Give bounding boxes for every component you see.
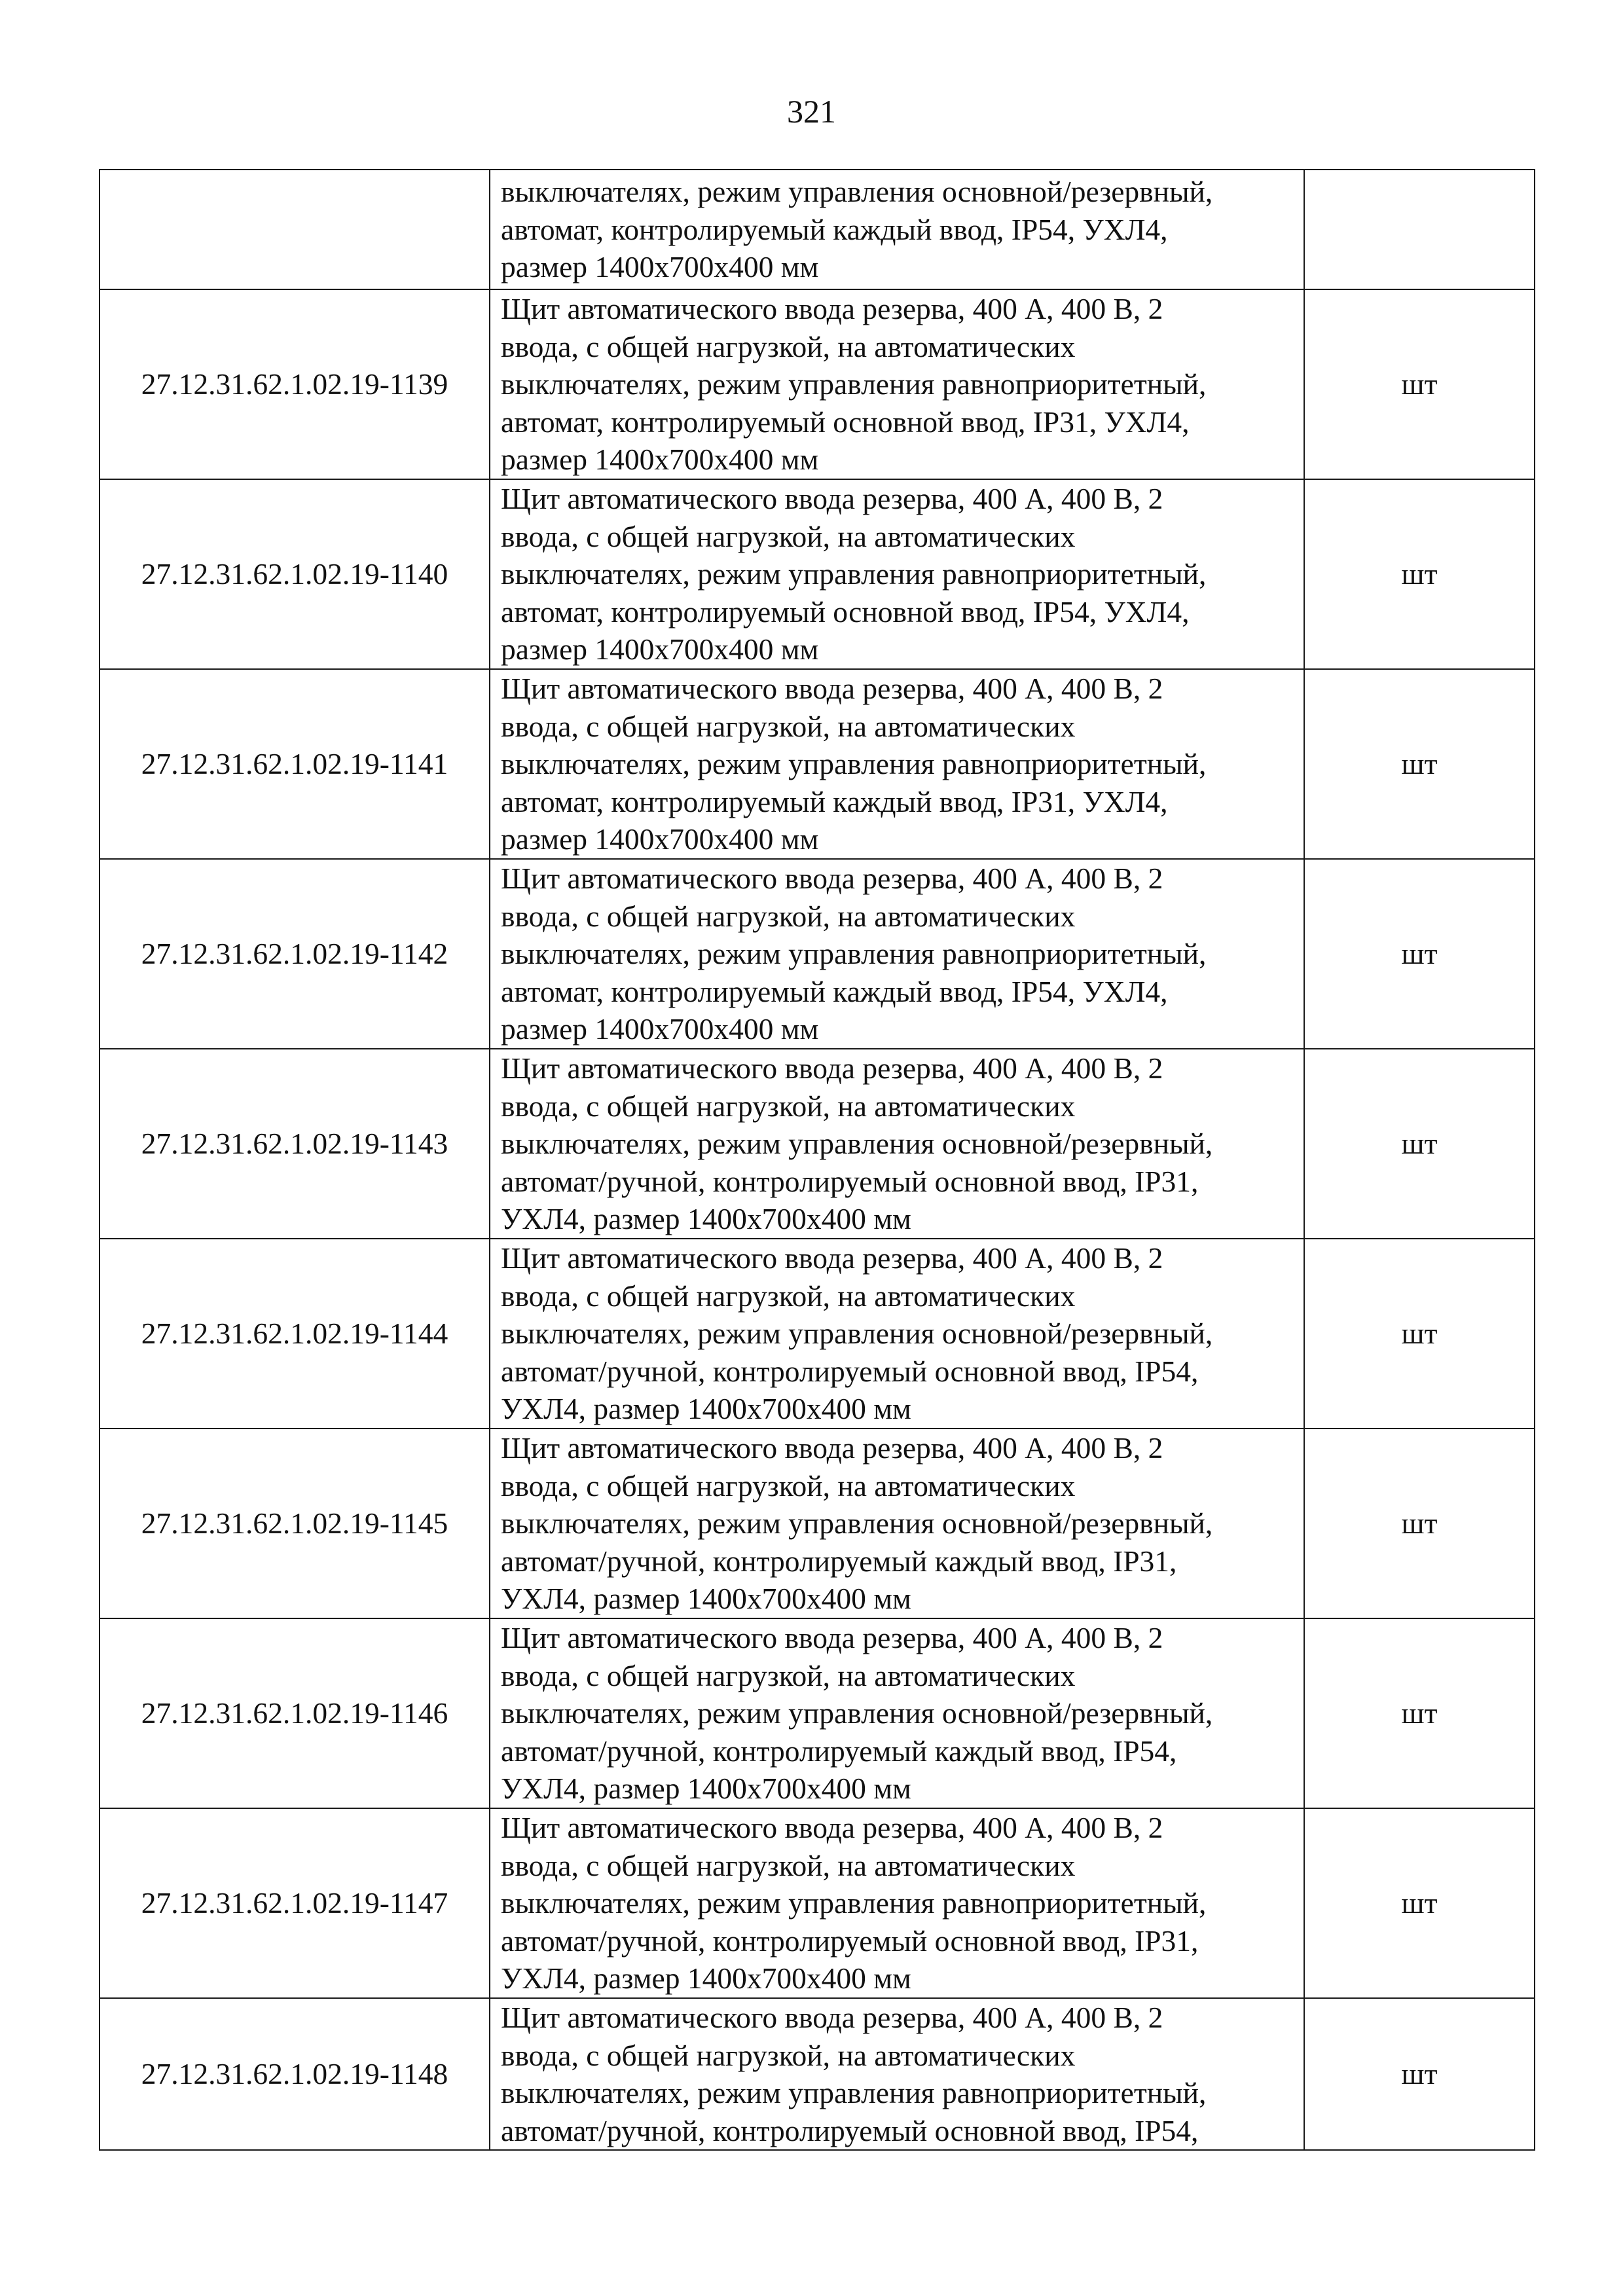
table-row [100, 1998, 1535, 2150]
description-line: Щит автоматического ввода резерва, 400 А, 400 В, 2 [501, 1621, 1163, 1655]
description-line: выключателях, режим управления равноприоритетный, [501, 557, 1207, 591]
description-line: ввода, с общей нагрузкой, на автоматических [501, 899, 1076, 933]
resource-description [490, 1239, 1304, 1429]
resource-code: 27.12.31.62.1.02.19-1147 [100, 1808, 490, 1998]
description-line: ввода, с общей нагрузкой, на автоматических [501, 519, 1076, 553]
resource-code: 27.12.31.62.1.02.19-1148 [100, 1998, 490, 2150]
resource-code: 27.12.31.62.1.02.19-1141 [100, 669, 490, 859]
unit-of-measure: шт [1304, 669, 1535, 859]
unit-of-measure: шт [1304, 859, 1535, 1049]
unit-of-measure: шт [1304, 289, 1535, 479]
table-row [100, 479, 1535, 669]
description-line: автомат/ручной, контролируемый каждый ввод, IP54, [501, 1734, 1177, 1768]
description-line: УХЛ4, размер 1400х700х400 мм [501, 1772, 911, 1806]
description-line: автомат, контролируемый основной ввод, IP54, УХЛ4, [501, 594, 1190, 629]
table-row [100, 170, 1535, 289]
table-row [100, 1618, 1535, 1808]
table-row [100, 1239, 1535, 1429]
description-line: ввода, с общей нагрузкой, на автоматических [501, 1089, 1076, 1123]
description-line: Щит автоматического ввода резерва, 400 А, 400 В, 2 [501, 482, 1163, 516]
description-line: Щит автоматического ввода резерва, 400 А, 400 В, 2 [501, 2001, 1163, 2034]
table-row [100, 1429, 1535, 1618]
description-line: Щит автоматического ввода резерва, 400 А, 400 В, 2 [501, 1051, 1163, 1085]
resource-code: 27.12.31.62.1.02.19-1139 [100, 289, 490, 479]
description-line: УХЛ4, размер 1400х700х400 мм [501, 1392, 911, 1426]
unit-of-measure: шт [1304, 1049, 1535, 1239]
resource-description [490, 170, 1304, 289]
description-line: выключателях, режим управления основной/резервный, [501, 1127, 1213, 1161]
resource-code: 27.12.31.62.1.02.19-1140 [100, 479, 490, 669]
resource-description [490, 1049, 1304, 1239]
unit-of-measure: шт [1304, 1239, 1535, 1429]
resource-code: 27.12.31.62.1.02.19-1143 [100, 1049, 490, 1239]
description-line: размер 1400х700х400 мм [501, 822, 819, 856]
table-row [100, 859, 1535, 1049]
description-line: Щит автоматического ввода резерва, 400 А, 400 В, 2 [501, 292, 1163, 326]
resource-description [490, 1998, 1304, 2150]
description-line: Щит автоматического ввода резерва, 400 А, 400 В, 2 [501, 862, 1163, 896]
description-line: автомат/ручной, контролируемый основной ввод, IP54, [501, 1354, 1199, 1388]
description-line: УХЛ4, размер 1400х700х400 мм [501, 1582, 911, 1616]
description-line: автомат, контролируемый каждый ввод, IP31, УХЛ4, [501, 784, 1168, 818]
description-line: размер 1400х700х400 мм [501, 443, 819, 477]
resource-description [490, 1808, 1304, 1998]
description-line: выключателях, режим управления основной/резервный, [501, 1506, 1213, 1540]
description-line: УХЛ4, размер 1400х700х400 мм [501, 1202, 911, 1236]
unit-of-measure: шт [1304, 1808, 1535, 1998]
description-line: автомат, контролируемый каждый ввод, IP54, УХЛ4, [501, 212, 1168, 246]
description-line: выключателях, режим управления основной/резервный, [501, 1317, 1213, 1351]
description-line: ввода, с общей нагрузкой, на автоматических [501, 709, 1076, 743]
description-line: ввода, с общей нагрузкой, на автоматических [501, 329, 1076, 363]
description-line: выключателях, режим управления равноприоритетный, [501, 937, 1207, 971]
description-line: ввода, с общей нагрузкой, на автоматических [501, 1468, 1076, 1503]
resource-description [490, 669, 1304, 859]
page-number: 321 [787, 93, 836, 130]
description-line: выключателях, режим управления равноприоритетный, [501, 1886, 1207, 1920]
description-line: выключателях, режим управления равноприоритетный, [501, 2076, 1207, 2109]
unit-of-measure: шт [1304, 1429, 1535, 1618]
description-line: ввода, с общей нагрузкой, на автоматических [501, 2038, 1076, 2072]
description-line: автомат, контролируемый основной ввод, IP31, УХЛ4, [501, 405, 1190, 439]
resource-code: 27.12.31.62.1.02.19-1142 [100, 859, 490, 1049]
resource-code: 27.12.31.62.1.02.19-1145 [100, 1429, 490, 1618]
description-line: УХЛ4, размер 1400х700х400 мм [501, 1961, 911, 1995]
resource-code: 27.12.31.62.1.02.19-1144 [100, 1239, 490, 1429]
resource-table [99, 169, 1535, 2151]
description-line: автомат/ручной, контролируемый основной ввод, IP31, [501, 1164, 1199, 1198]
description-line: выключателях, режим управления основной/резервный, [501, 175, 1213, 209]
description-line: автомат/ручной, контролируемый каждый ввод, IP31, [501, 1544, 1177, 1578]
description-line: Щит автоматического ввода резерва, 400 А, 400 В, 2 [501, 1431, 1163, 1465]
description-line: выключателях, режим управления равноприоритетный, [501, 747, 1207, 781]
description-line: Щит автоматического ввода резерва, 400 А, 400 В, 2 [501, 1241, 1163, 1275]
description-line: ввода, с общей нагрузкой, на автоматических [501, 1279, 1076, 1313]
description-line: размер 1400х700х400 мм [501, 250, 819, 284]
table-row [100, 1049, 1535, 1239]
description-line: размер 1400х700х400 мм [501, 1012, 819, 1046]
resource-description [490, 289, 1304, 479]
unit-of-measure: шт [1304, 1998, 1535, 2150]
table-row [100, 289, 1535, 479]
unit-of-measure: шт [1304, 479, 1535, 669]
resource-code: 27.12.31.62.1.02.19-1146 [100, 1618, 490, 1808]
description-line: размер 1400х700х400 мм [501, 632, 819, 666]
description-line: ввода, с общей нагрузкой, на автоматических [501, 1848, 1076, 1882]
description-line: ввода, с общей нагрузкой, на автоматических [501, 1658, 1076, 1692]
unit-of-measure: шт [1304, 1618, 1535, 1808]
unit-of-measure [1304, 170, 1535, 289]
resource-description [490, 1429, 1304, 1618]
description-line: выключателях, режим управления равноприоритетный, [501, 367, 1207, 401]
description-line: Щит автоматического ввода резерва, 400 А, 400 В, 2 [501, 1811, 1163, 1845]
description-line: выключателях, режим управления основной/резервный, [501, 1696, 1213, 1730]
description-line: автомат, контролируемый каждый ввод, IP54, УХЛ4, [501, 974, 1168, 1008]
description-line: автомат/ручной, контролируемый основной ввод, IP31, [501, 1923, 1199, 1958]
table-row [100, 1808, 1535, 1998]
resource-description [490, 859, 1304, 1049]
resource-description [490, 1618, 1304, 1808]
resource-code [100, 170, 490, 289]
resource-description [490, 479, 1304, 669]
description-line: Щит автоматического ввода резерва, 400 А, 400 В, 2 [501, 672, 1163, 706]
table-row [100, 669, 1535, 859]
description-line: автомат/ручной, контролируемый основной ввод, IP54, [501, 2113, 1199, 2147]
